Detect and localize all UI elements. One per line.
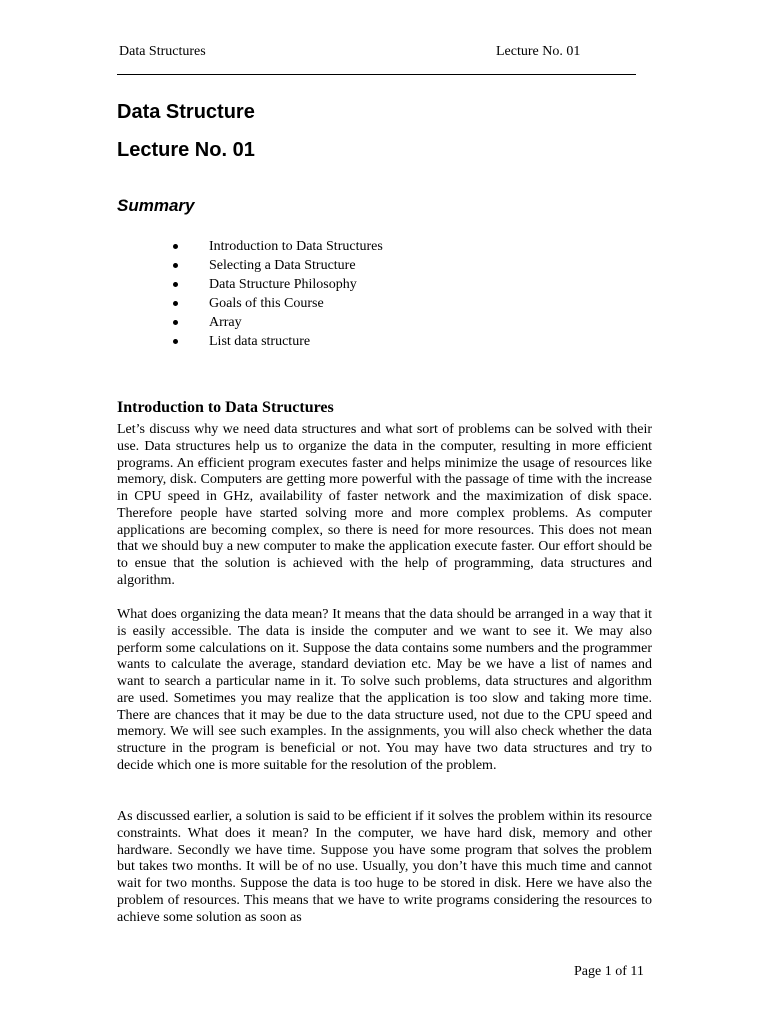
list-item-text: Selecting a Data Structure [209,258,356,273]
list-item-text: Data Structure Philosophy [209,277,357,292]
bullet-icon [173,320,178,325]
document-title: Data Structure [117,101,255,123]
list-item-text: Array [209,315,242,330]
page-number: Page 1 of 11 [574,964,644,979]
page-header [119,44,636,62]
list-item-text: Introduction to Data Structures [209,239,383,254]
list-item-text: List data structure [209,334,311,349]
header-lecture-number: Lecture No. 01 [496,44,581,59]
list-item-text: Goals of this Course [209,296,324,311]
header-divider [117,74,636,75]
bullet-icon [173,244,178,249]
bullet-icon [173,339,178,344]
body-paragraph: What does organizing the data mean? It means that the data should be arranged in a way that it is easily accessible. The data is inside the computer and we want to see it. We may also perform some calculations on it. Suppose the data contains some numbers and the programmer wants to calculate the average, standard deviation etc. May be we have a list of names and want to search a particular name in it. To solve such problems, data structures and algorithm are used. Sometimes you may realize that the application is too slow and taking more time. There are chances that it may be due to the data structure used, not due to the CPU speed and memory. We will see such examples. In the assignments, you will also check whether the data structure in the program is beneficial or not. You may have two data structures and try to decide which one is more suitable for the resolution of the problem. [117,607,652,773]
body-paragraph: As discussed earlier, a solution is said to be efficient if it solves the problem within its resource constraints. What does it mean? In the computer, we have hard disk, memory and other hardware. Secondly we have time. Suppose you have some program that solves the problem but takes two months. It will be of no use. Usually, you don’t have this much time and cannot wait for two months. Suppose the data is too huge to be stored in disk. Here we have also the problem of resources. This means that we have to write programs considering the resources to achieve some solution as soon as [117,809,652,925]
section-heading: Introduction to Data Structures [117,399,334,416]
body-paragraph: Let’s discuss why we need data structures and what sort of problems can be solved with their use. Data structures help us to organize the data in the computer, resulting in more efficient programs. An efficient program executes faster and helps minimize the usage of resources like memory, disk. Computers are getting more powerful with the passage of time with the increase in CPU speed in GHz, availability of faster network and the maximization of disk space. Therefore people have started solving more and more complex problems. As computer applications are becoming complex, so there is need for more resources. This does not mean that we should buy a new computer to make the application execute faster. Our effort should be to ensue that the solution is achieved with the help of programming, data structures and algorithm. [117,422,652,588]
lecture-heading: Lecture No. 01 [117,139,255,161]
bullet-icon [173,282,178,287]
bullet-icon [173,301,178,306]
summary-heading: Summary [117,196,195,215]
header-course-title: Data Structures [119,44,206,59]
bullet-icon [173,263,178,268]
